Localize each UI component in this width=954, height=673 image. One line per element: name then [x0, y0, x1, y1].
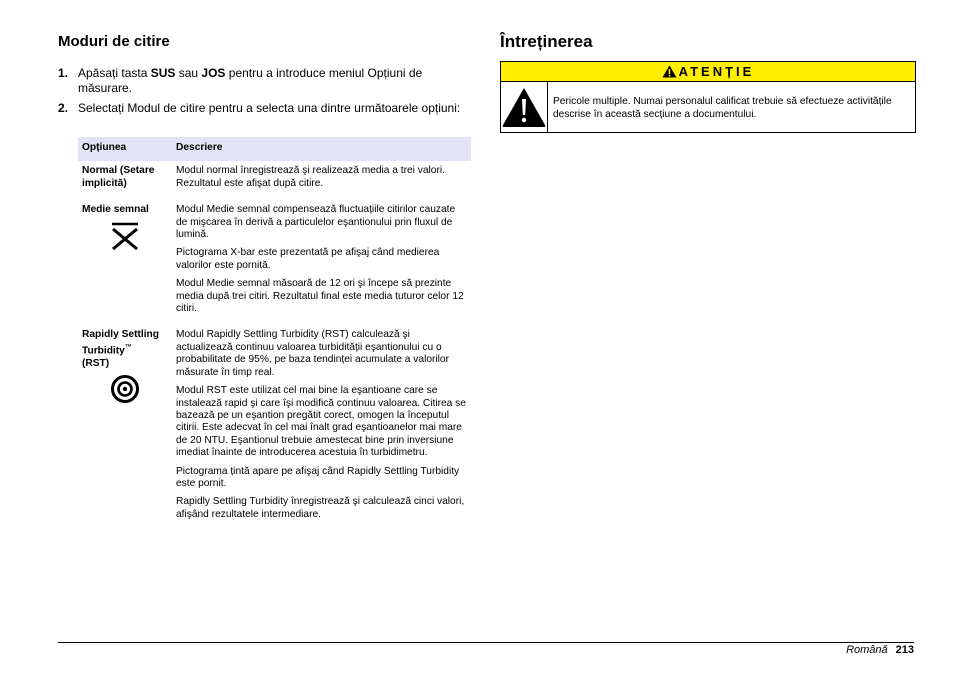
description-cell — [172, 200, 471, 325]
caution-title: ATENȚIE — [678, 64, 755, 79]
description-paragraph: Pictograma X-bar este prezentată pe afişaj când medierea valorilor este pornită. — [176, 247, 440, 271]
warning-small-icon — [662, 65, 677, 78]
table-row — [78, 161, 471, 200]
page-footer — [846, 643, 914, 657]
table-row — [78, 325, 471, 531]
description-cell — [172, 325, 471, 531]
step-text: Selectați Modul de citire pentru a selecta una dintre următoarele opțiuni: — [78, 101, 461, 115]
description-paragraph: Rapidly Settling Turbidity înregistrează şi calculează cinci valori, afişând rezultatele intermediare. — [176, 496, 465, 520]
table-row — [78, 200, 471, 325]
step-1 — [58, 66, 470, 95]
option-normal: Normal (Setare implicită) — [82, 165, 155, 189]
step-2 — [58, 101, 470, 116]
option-rst — [78, 325, 172, 531]
description-cell — [172, 161, 471, 200]
step-number: 2. — [58, 101, 69, 115]
step-text: Apăsați tasta SUS sau JOS pentru a introduce meniul Opțiuni de măsurare. — [78, 66, 423, 95]
key-down-label: JOS — [201, 66, 226, 80]
x-bar-icon — [82, 221, 168, 255]
caution-body — [501, 82, 915, 132]
description-paragraph: Pictograma țintă apare pe afişaj când Rapidly Settling Turbidity este pornit. — [176, 465, 460, 489]
steps-list — [58, 66, 470, 122]
options-table — [78, 137, 471, 531]
section-heading-maintenance: Întreținerea — [500, 32, 593, 51]
table-header-row — [78, 137, 471, 161]
key-up-label: SUS — [150, 66, 176, 80]
caution-box — [500, 61, 916, 133]
description-paragraph: Modul Medie semnal măsoară de 12 ori şi începe să prezinte media după trei citiri. Rezultatul final este media tuturor celor 12 citiri. — [176, 278, 464, 315]
column-header-description: Descriere — [172, 137, 471, 161]
step-number: 1. — [58, 66, 69, 80]
caution-text: Pericole multiple. Numai personalul calificat trebuie să efectueze activitățile descrise în această secțiune a documentului. — [553, 96, 892, 120]
option-label: Rapidly Settling Turbidity™ (RST) — [82, 329, 159, 369]
option-signal-average — [78, 200, 172, 325]
footer-divider — [58, 642, 914, 643]
caution-header — [501, 62, 915, 82]
description-paragraph: Modul Rapidly Settling Turbidity (RST) calculează şi actualizează continuu valoarea turbidității eşantionului cu o probabilitate de 95%, pe baza tendinței acumulate a valorilor măsurate în timp real. — [176, 329, 449, 378]
footer-language: Română — [846, 644, 888, 656]
description-paragraph: Modul RST este utilizat cel mai bine la eşantioane care se instalează rapid şi care îşi modifică continuu valoarea. Citirea se bazează pe un eşantion pregătit corect, omogen la începutul citirii. Este adecvat în cel mai înalt grad eşantioanelor mai mare de 20 NTU. Eşantionul trebuie amestecat bine prin inversiune imediat înainte de introducerea acestuia în turbidimetru. — [176, 385, 466, 459]
column-header-option: Opțiunea — [78, 137, 172, 161]
option-label: Medie semnal — [82, 204, 149, 216]
description-paragraph: Modul normal înregistrează şi realizează media a trei valori. Rezultatul este afişat după citire. — [176, 165, 445, 189]
description-paragraph: Modul Medie semnal compensează fluctuațiile citirilor cauzate de mişcarea în derivă a particulelor eşantionului prin fluxul de lumină. — [176, 204, 456, 241]
warning-triangle-icon — [501, 82, 548, 132]
section-heading-reading-modes: Moduri de citire — [58, 33, 170, 50]
page-number: 213 — [895, 644, 914, 656]
target-icon — [82, 374, 168, 408]
